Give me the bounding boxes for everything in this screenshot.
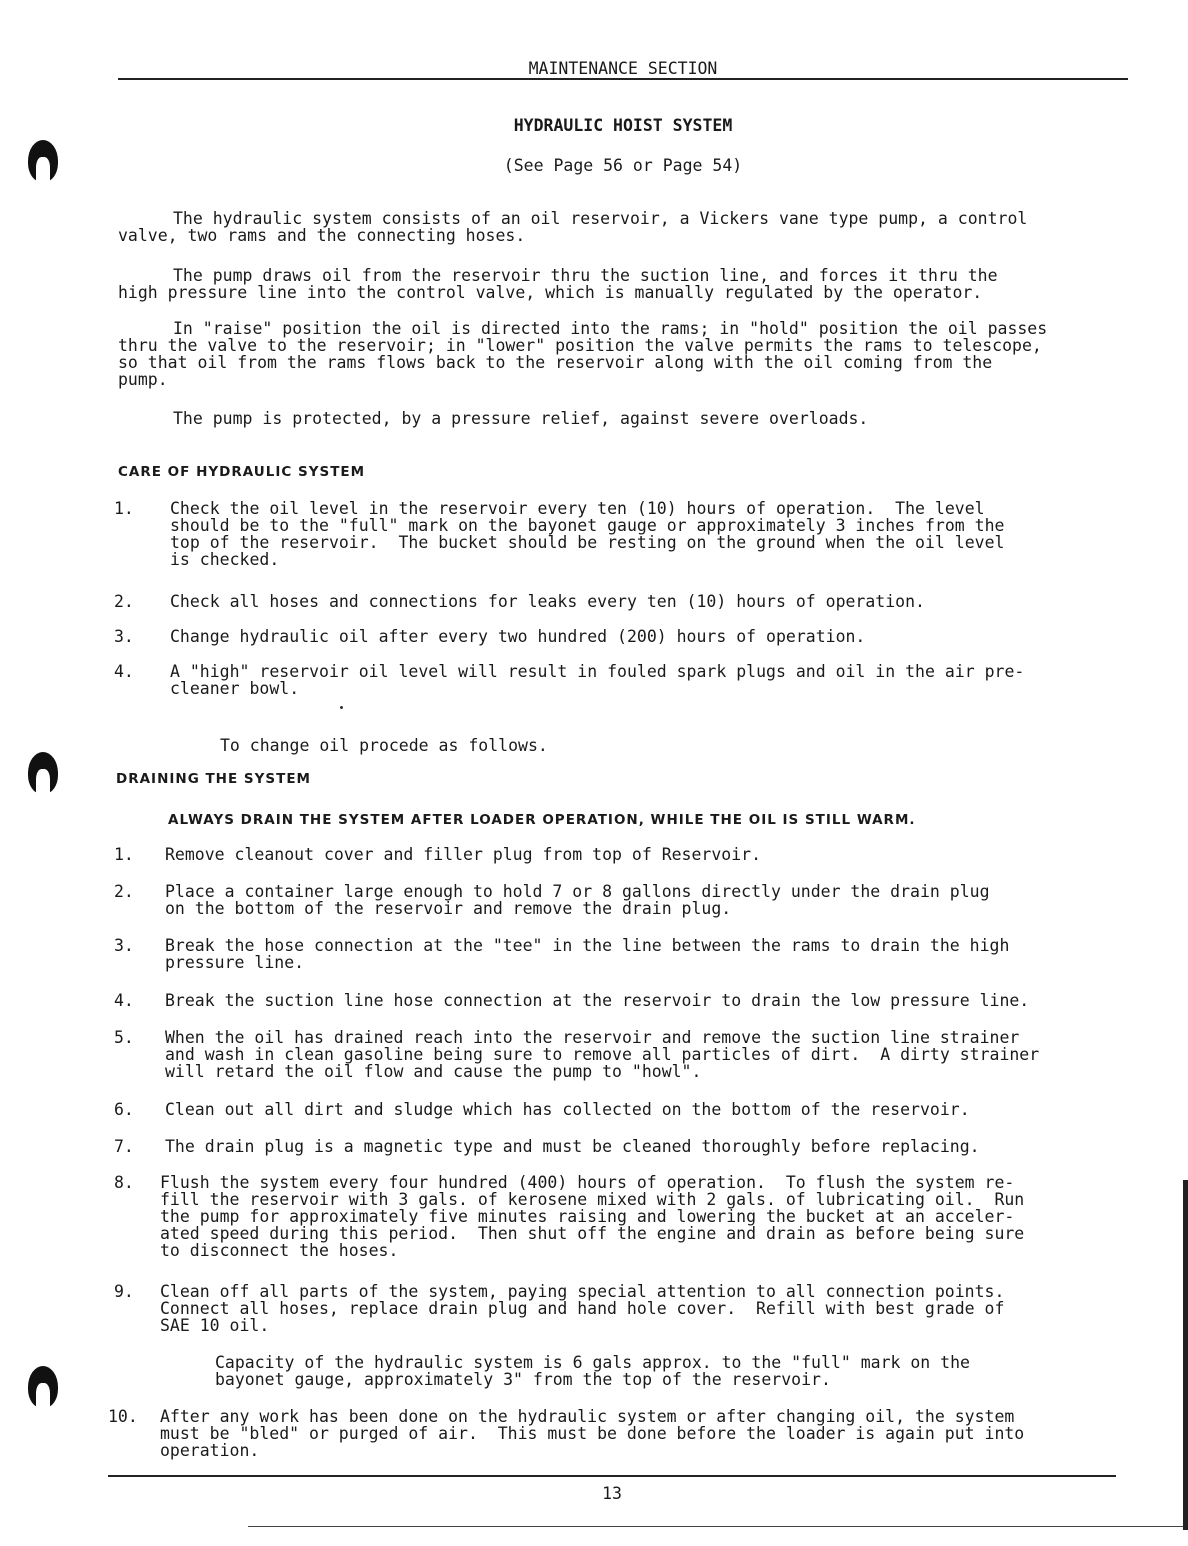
drain-item-text: Clean off all parts of the system, paying special attention to all connection points. Connect all hoses, replace drain plug and hand hole cover. Refill with best grade of SAE 10 oil. [160,1282,1005,1335]
binder-hole-bottom [28,1366,58,1408]
drain-item-text: After any work has been done on the hydraulic system or after changing oil, the system must be "bled" or purged of air. This must be done before the loader is again put into operation. [160,1407,1025,1460]
drain-item-text: Remove cleanout cover and filler plug from top of Reservoir. [165,845,762,864]
section-header: MAINTENANCE SECTION [528,59,718,78]
care-item-text: A "high" reservoir oil level will result in fouled spark plugs and oil in the air pre- cleaner bowl. [170,662,1025,698]
care-heading: CARE OF HYDRAULIC SYSTEM [118,464,366,480]
drain-item-number: 6. [114,1100,134,1119]
page-speck [340,706,343,709]
page-title: HYDRAULIC HOIST SYSTEM [513,116,733,135]
intro-paragraph-4: The pump is protected, by a pressure relief, against severe overloads. [173,409,869,428]
page-subtitle: (See Page 56 or Page 54) [503,156,743,175]
drain-item-number: 3. [114,936,134,955]
care-item-text: Check the oil level in the reservoir every ten (10) hours of operation. The level should be to the "full" mark on the bayonet gauge or approximately 3 inches from the top of the reservoir. The bucket should be resting on the ground when the oil level is checked. [170,499,1005,569]
drain-item-text: Break the hose connection at the "tee" in the line between the rams to drain the high pressure line. [165,936,1010,972]
binder-hole-middle [28,752,58,794]
drain-item-number: 2. [114,882,134,901]
drain-warning: ALWAYS DRAIN THE SYSTEM AFTER LOADER OPERATION, WHILE THE OIL IS STILL WARM. [168,812,916,828]
drain-heading: DRAINING THE SYSTEM [116,771,311,787]
drain-item-text: Flush the system every four hundred (400) hours of operation. To flush the system re- fill the reservoir with 3 gals. of kerosene mixed with 2 gals. of lubricating oil. Run the pump for approximately five minutes raising and lowering the bucket at an acceler- ated speed during this period. Then shut off the engine and drain as before being sure to disconnect the hoses. [160,1173,1025,1260]
drain-item-text: Break the suction line hose connection at the reservoir to drain the low pressure line. [165,991,1030,1010]
drain-item-text: Clean out all dirt and sludge which has collected on the bottom of the reservoir. [165,1100,970,1119]
drain-item-text: The drain plug is a magnetic type and must be cleaned thoroughly before replacing. [165,1137,980,1156]
scan-edge-line [248,1526,1188,1527]
scan-edge-bar [1183,1180,1188,1530]
drain-item-number: 10. [108,1407,138,1426]
intro-paragraph-2: The pump draws oil from the reservoir thru the suction line, and forces it thru the high pressure line into the control valve, which is manually regulated by the operator. [118,266,998,302]
care-item-number: 2. [114,592,134,611]
drain-item-number: 5. [114,1028,134,1047]
care-item-text: Check all hoses and connections for leaks every ten (10) hours of operation. [170,592,925,611]
drain-item-number: 1. [114,845,134,864]
intro-paragraph-3: In "raise" position the oil is directed into the rams; in "hold" position the oil passes thru the valve to the reservoir; in "lower" position the valve permits the rams to telescope, so that oil from the rams flows back to the reservoir along with the oil coming from the pump. [118,319,1048,389]
drain-item-number: 4. [114,991,134,1010]
care-item-text: Change hydraulic oil after every two hundred (200) hours of operation. [170,627,866,646]
drain-item-text: Place a container large enough to hold 7 or 8 gallons directly under the drain plug on the bottom of the reservoir and remove the drain plug. [165,882,990,918]
change-oil-note: To change oil procede as follows. [220,736,548,755]
care-item-number: 1. [114,499,134,518]
drain-item-number: 7. [114,1137,134,1156]
care-item-number: 3. [114,627,134,646]
intro-paragraph-1: The hydraulic system consists of an oil reservoir, a Vickers vane type pump, a control valve, two rams and the connecting hoses. [118,209,1028,245]
footer-rule [108,1475,1116,1477]
drain-item-number: 9. [114,1282,134,1301]
binder-hole-top [28,140,58,182]
page-number: 13 [602,1484,622,1503]
drain-item-number: 8. [114,1173,134,1192]
drain-item-text: When the oil has drained reach into the reservoir and remove the suction line strainer and wash in clean gasoline being sure to remove all particles of dirt. A dirty strainer will retard the oil flow and cause the pump to "howl". [165,1028,1040,1081]
care-item-number: 4. [114,662,134,681]
capacity-note: Capacity of the hydraulic system is 6 gals approx. to the "full" mark on the bayonet gauge, approximately 3" from the top of the reservoir. [215,1353,970,1389]
header-rule [118,78,1128,80]
